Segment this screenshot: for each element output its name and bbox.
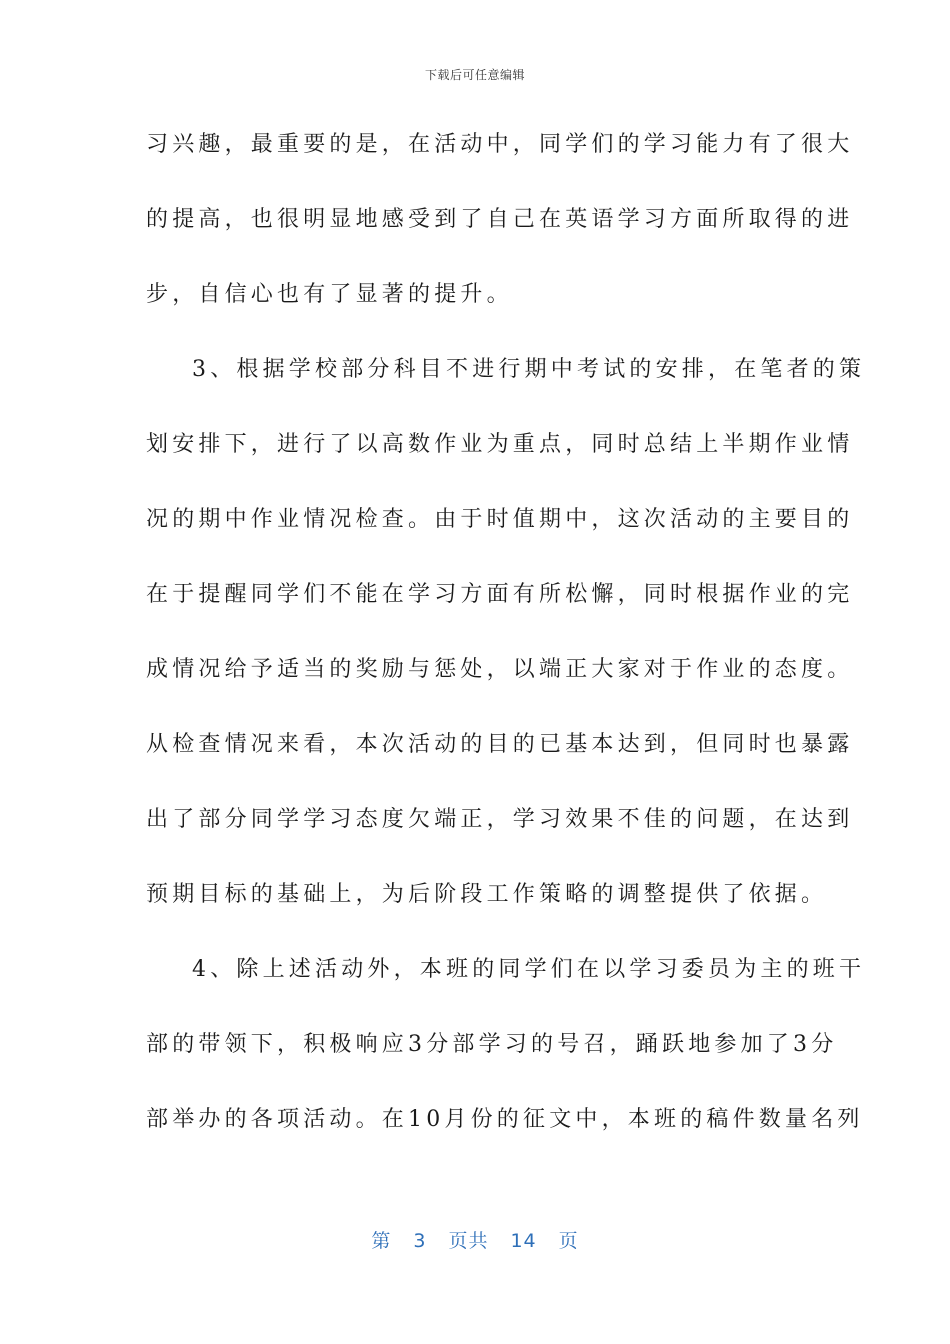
paragraph-start-line: 4、除上述活动外，本班的同学们在以学习委员为主的班干 <box>192 957 866 982</box>
page-header-note: 下载后可任意编辑 <box>424 68 525 82</box>
text-line: 步，自信心也有了显著的提升。 <box>146 282 513 307</box>
text-line: 预期目标的基础上，为后阶段工作策略的调整提供了依据。 <box>146 882 828 907</box>
text-line: 部的带领下，积极响应3分部学习的号召，踊跃地参加了3分 <box>146 1032 838 1057</box>
footer-middle: 页共 <box>448 1230 489 1252</box>
text-line: 部举办的各项活动。在10月份的征文中，本班的稿件数量名列 <box>146 1107 864 1132</box>
text-line: 的提高，也很明显地感受到了自己在英语学习方面所取得的进 <box>146 207 854 232</box>
footer-suffix: 页 <box>558 1230 579 1252</box>
text-line: 从检查情况来看，本次活动的目的已基本达到，但同时也暴露 <box>146 732 854 757</box>
text-line: 况的期中作业情况检查。由于时值期中，这次活动的主要目的 <box>146 507 854 532</box>
text-line: 习兴趣，最重要的是，在活动中，同学们的学习能力有了很大 <box>146 132 854 157</box>
page-footer <box>0 1226 950 1253</box>
paragraph-start-line: 3、根据学校部分科目不进行期中考试的安排，在笔者的策 <box>192 357 866 382</box>
text-line: 划安排下，进行了以高数作业为重点，同时总结上半期作业情 <box>146 432 854 457</box>
text-line: 出了部分同学学习态度欠端正，学习效果不佳的问题，在达到 <box>146 807 854 832</box>
total-pages-number: 14 <box>510 1230 537 1252</box>
text-line: 在于提醒同学们不能在学习方面有所松懈，同时根据作业的完 <box>146 582 854 607</box>
current-page-number: 3 <box>413 1230 427 1252</box>
text-line: 成情况给予适当的奖励与惩处，以端正大家对于作业的态度。 <box>146 657 854 682</box>
footer-prefix: 第 <box>371 1230 392 1252</box>
